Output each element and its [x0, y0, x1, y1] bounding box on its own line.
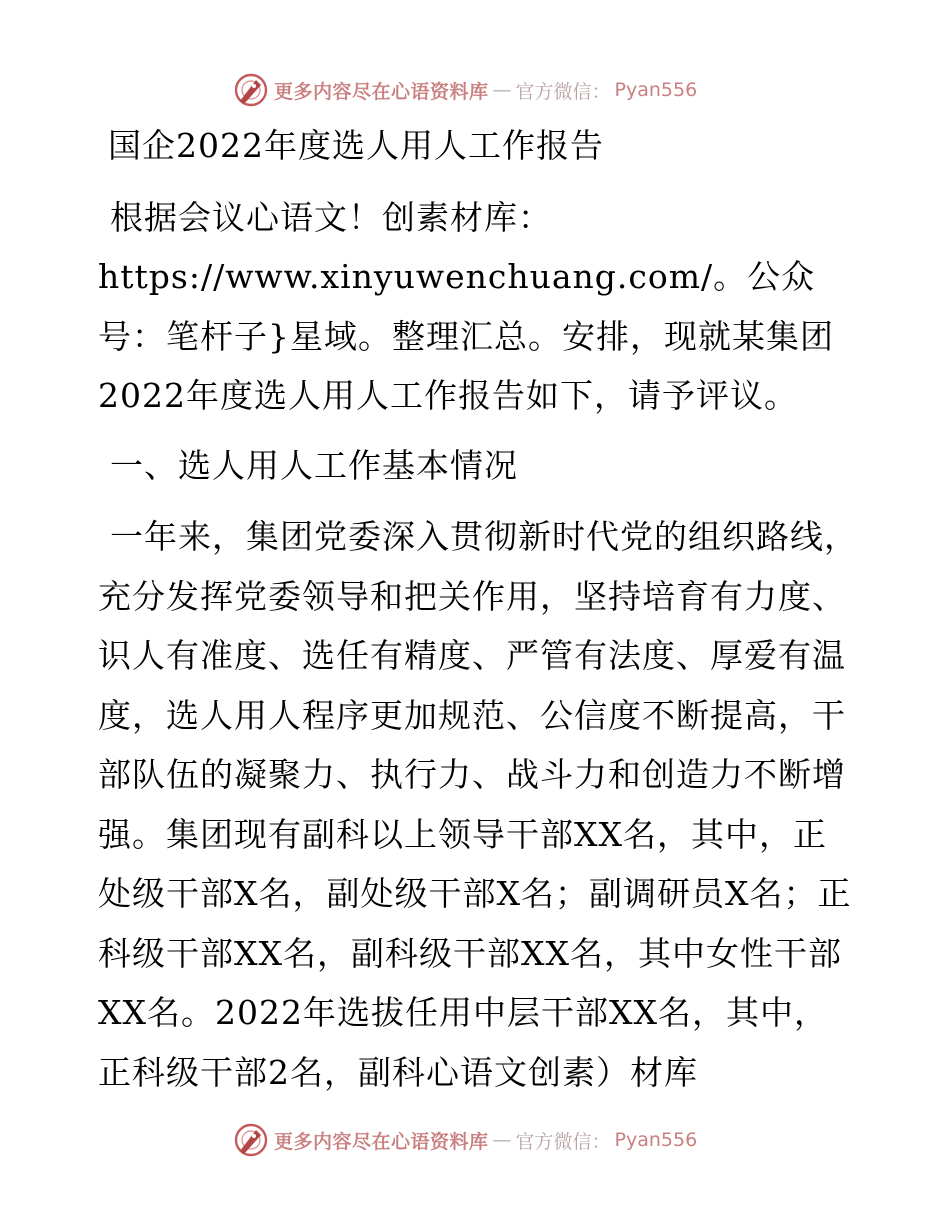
- intro-paragraph: 根据会议心语文！创素材库：https://www.xinyuwenchuang.com/。公众号：笔杆子}星域。整理汇总。安排，现就某集团2022年度选人用人工作报告如下，请予评议。: [98, 197, 834, 415]
- watermark-wechat-id: Pyan556: [614, 79, 698, 101]
- watermark-wechat-id: Pyan556: [614, 1129, 698, 1151]
- section-heading: 一、选人用人工作基本情况: [110, 445, 518, 485]
- watermark-wechat-label: 官方微信：: [515, 1130, 611, 1153]
- watermark-text: 更多内容尽在心语资料库: [274, 1130, 489, 1153]
- document-title: 国企2022年度选人用人工作报告: [108, 126, 604, 165]
- document-body: [98, 116, 858, 1112]
- watermark-dash: —: [492, 79, 512, 101]
- watermark-banner-top: [232, 70, 697, 110]
- watermark-wechat-label: 官方微信：: [515, 80, 611, 103]
- watermark-banner-bottom: [232, 1120, 697, 1160]
- watermark-text: 更多内容尽在心语资料库: [274, 80, 489, 103]
- pen-nib-logo-icon: [232, 1121, 270, 1159]
- watermark-dash: —: [492, 1129, 512, 1151]
- section-body-paragraph: 一年来，集团党委深入贯彻新时代党的组织路线，充分发挥党委领导和把关作用，坚持培育有力度、识人有准度、选任有精度、严管有法度、厚爱有温度，选人用人程序更加规范、公信度不断提高，干部队伍的凝聚力、执行力、战斗力和创造力不断增强。集团现有副科以上领导干部XX名，其中，正处级干部X名，副处级干部X名；副调研员X名；正科级干部XX名，副科级干部XX名，其中女性干部XX名。2022年选拔任用中层干部XX名，其中，正科级干部2名，副科心语文创素）材库: [98, 517, 858, 1092]
- pen-nib-logo-icon: [232, 71, 270, 109]
